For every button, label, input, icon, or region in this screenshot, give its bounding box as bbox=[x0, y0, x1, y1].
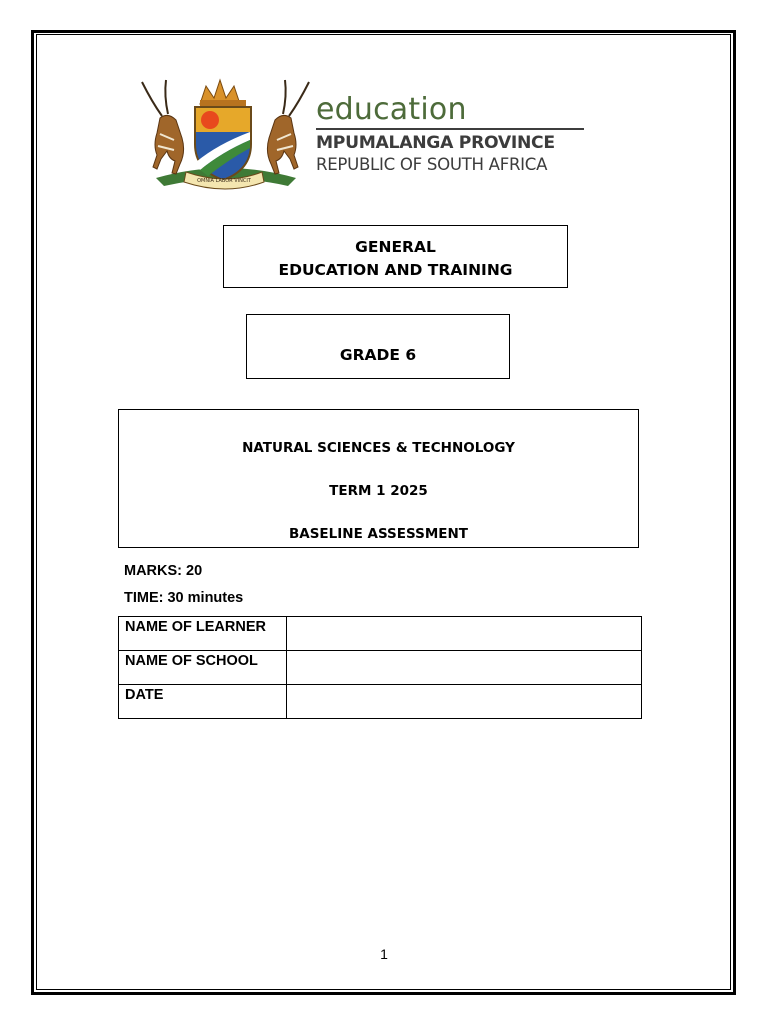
school-name-label: NAME OF SCHOOL bbox=[119, 651, 287, 685]
brand-divider bbox=[316, 128, 584, 130]
grade-label: GRADE 6 bbox=[339, 346, 417, 364]
province-name: MPUMALANGA PROVINCE bbox=[316, 133, 555, 153]
phase-line-2: EDUCATION AND TRAINING bbox=[278, 261, 513, 279]
learner-details-table bbox=[118, 616, 642, 719]
learner-name-field[interactable] bbox=[287, 617, 642, 651]
coat-of-arms-logo bbox=[138, 74, 313, 196]
phase-line-1: GENERAL bbox=[355, 238, 436, 256]
table-row bbox=[119, 651, 642, 685]
subject-box bbox=[118, 409, 639, 548]
learner-name-label: NAME OF LEARNER bbox=[119, 617, 287, 651]
term-label: TERM 1 2025 bbox=[329, 483, 428, 499]
department-branding bbox=[316, 92, 591, 176]
school-name-field[interactable] bbox=[287, 651, 642, 685]
svg-text:OMNIA LABOR VINCIT: OMNIA LABOR VINCIT bbox=[197, 178, 251, 184]
page-number: 1 bbox=[380, 946, 388, 962]
phase-box bbox=[223, 225, 568, 288]
date-label: DATE bbox=[119, 685, 287, 719]
grade-box bbox=[246, 314, 510, 379]
table-row bbox=[119, 617, 642, 651]
brand-word: education bbox=[316, 92, 467, 127]
date-field[interactable] bbox=[287, 685, 642, 719]
table-row bbox=[119, 685, 642, 719]
time-label: TIME: 30 minutes bbox=[124, 590, 244, 606]
country-name: REPUBLIC OF SOUTH AFRICA bbox=[316, 155, 548, 174]
subject-title: NATURAL SCIENCES & TECHNOLOGY bbox=[242, 440, 515, 456]
marks-label: MARKS: 20 bbox=[124, 563, 203, 579]
assessment-type: BASELINE ASSESSMENT bbox=[288, 526, 469, 542]
